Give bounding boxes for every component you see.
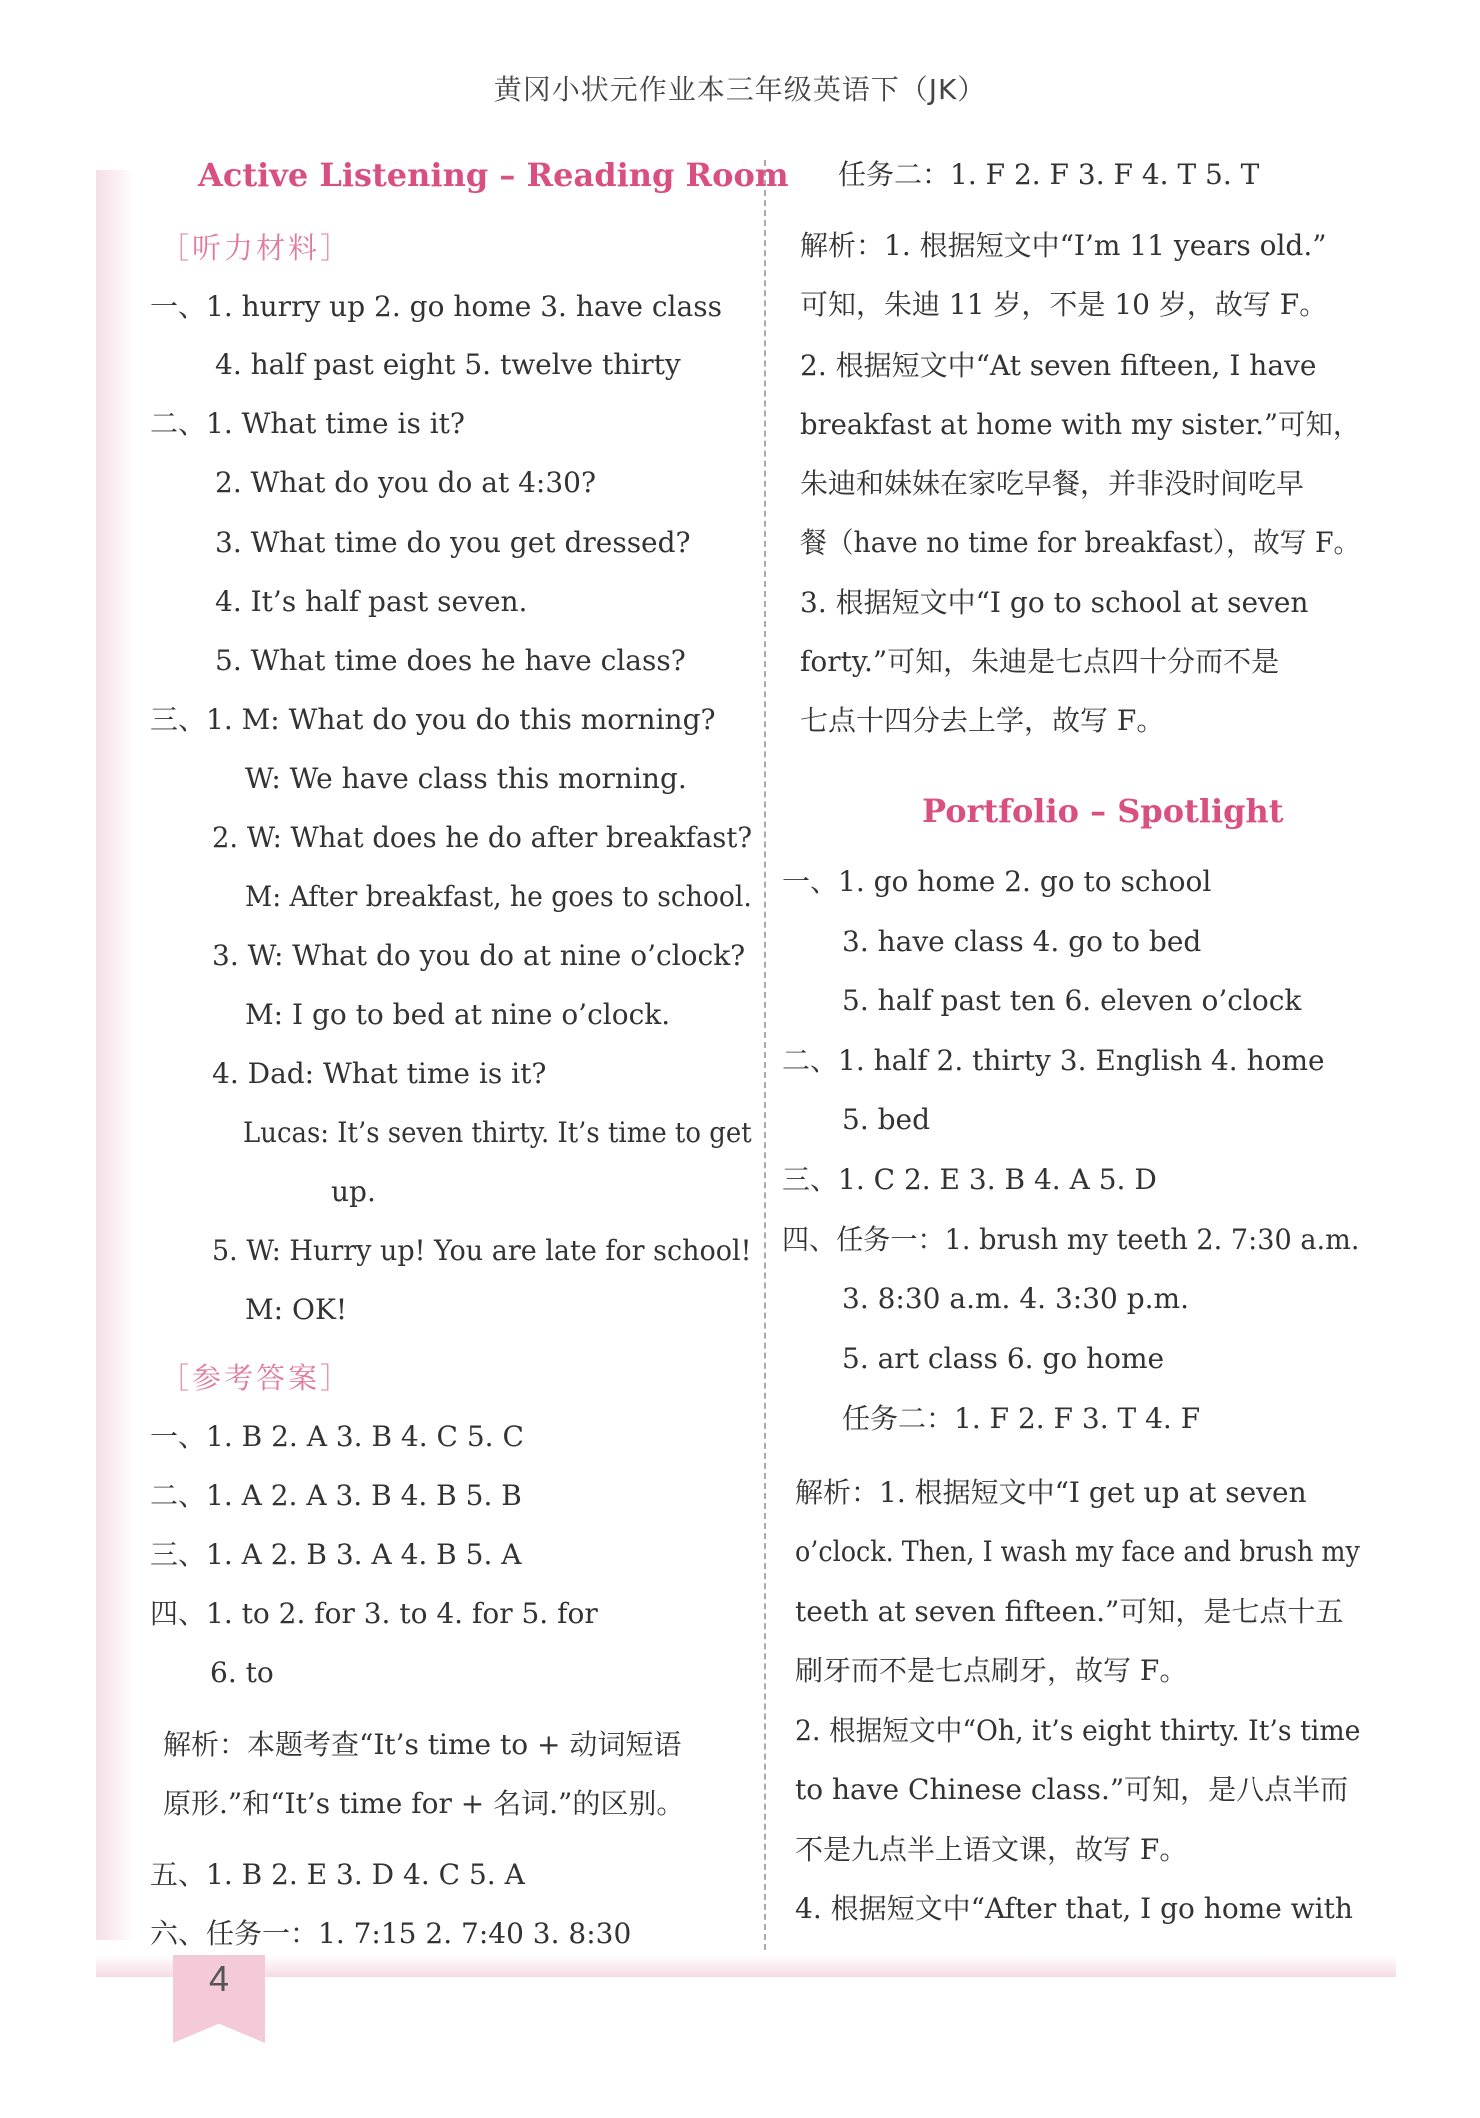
answer-line: 4. half past eight 5. twelve thirty	[215, 348, 681, 381]
section-title-active-listening: Active Listening – Reading Room	[198, 156, 789, 194]
answer-line: W: We have class this morning.	[245, 762, 687, 795]
answer-line: 2. W: What does he do after breakfast?	[212, 821, 753, 854]
answer-line: 一、1. go home 2. go to school	[782, 865, 1212, 898]
explanation-line: 餐（have no time for breakfast），故写 F。	[800, 526, 1361, 559]
answer-line: Lucas: It’s seven thirty. It’s time to get	[243, 1116, 752, 1149]
explanation-line: 解析：1. 根据短文中“I get up at seven	[795, 1476, 1307, 1509]
explanation-line: to have Chinese class.”可知，是八点半而	[795, 1773, 1349, 1806]
answer-line: 4. It’s half past seven.	[215, 585, 528, 618]
answer-line: 五、1. B 2. E 3. D 4. C 5. A	[150, 1858, 525, 1891]
answer-line: M: After breakfast, he goes to school.	[245, 880, 752, 913]
answer-line: 4. Dad: What time is it?	[212, 1057, 547, 1090]
explanation-line: 原形.”和“It’s time for + 名词.”的区别。	[163, 1787, 685, 1820]
answer-line: 3. 8:30 a.m. 4. 3:30 p.m.	[842, 1282, 1190, 1315]
answer-line: 三、1. A 2. B 3. A 4. B 5. A	[150, 1538, 522, 1571]
explanation-line: 解析：1. 根据短文中“I’m 11 years old.”	[800, 229, 1327, 262]
bottom-band	[96, 1955, 1396, 1977]
answer-line: M: I go to bed at nine o’clock.	[245, 998, 671, 1031]
answer-line: 5. What time does he have class?	[215, 644, 686, 677]
explanation-line: 2. 根据短文中“At seven fifteen, I have	[800, 349, 1317, 382]
explanation-line: teeth at seven fifteen.”可知，是七点十五	[795, 1595, 1344, 1628]
answer-line: 5. half past ten 6. eleven o’clock	[842, 984, 1302, 1017]
listening-material-label: ［听力材料］	[160, 231, 353, 265]
page-number: 4	[208, 1958, 230, 1999]
reference-answer-label: ［参考答案］	[160, 1361, 353, 1395]
answer-line: 四、1. to 2. for 3. to 4. for 5. for	[150, 1597, 598, 1630]
answer-line: 二、1. What time is it?	[150, 407, 465, 440]
answer-line: 3. What time do you get dressed?	[215, 526, 691, 559]
explanation-line: 朱迪和妹妹在家吃早餐，并非没时间吃早	[800, 467, 1305, 500]
answer-line: 5. art class 6. go home	[842, 1342, 1165, 1375]
answer-line: 二、1. A 2. A 3. B 4. B 5. B	[150, 1479, 522, 1512]
answer-line: 六、任务一：1. 7:15 2. 7:40 3. 8:30	[150, 1917, 632, 1950]
explanation-line: 解析：本题考查“It’s time to + 动词短语	[163, 1728, 682, 1761]
answer-line: 2. What do you do at 4:30?	[215, 466, 596, 499]
explanation-line: 刷牙而不是七点刷牙，故写 F。	[795, 1654, 1188, 1687]
explanation-line: 可知，朱迪 11 岁，不是 10 岁，故写 F。	[800, 288, 1328, 321]
answer-line: up.	[331, 1175, 376, 1208]
answer-line: 3. have class 4. go to bed	[842, 925, 1202, 958]
answer-line: 三、1. C 2. E 3. B 4. A 5. D	[782, 1163, 1157, 1196]
section-title-portfolio: Portfolio – Spotlight	[922, 792, 1284, 830]
explanation-line: breakfast at home with my sister.”可知，	[800, 408, 1361, 441]
answer-line: 一、1. hurry up 2. go home 3. have class	[150, 290, 722, 323]
explanation-line: 2. 根据短文中“Oh, it’s eight thirty. It’s time	[795, 1714, 1361, 1747]
answer-line: 5. bed	[842, 1103, 931, 1136]
explanation-line: 4. 根据短文中“After that, I go home with	[795, 1892, 1353, 1925]
explanation-line: 不是九点半上语文课，故写 F。	[795, 1833, 1188, 1866]
answer-line: 5. W: Hurry up! You are late for school!	[212, 1234, 752, 1267]
answer-line: 一、1. B 2. A 3. B 4. C 5. C	[150, 1420, 524, 1453]
answer-line: 任务二：1. F 2. F 3. T 4. F	[842, 1402, 1201, 1435]
left-margin-band	[96, 170, 134, 1940]
page-header: 黄冈小状元作业本三年级英语下（JK）	[493, 73, 987, 106]
answer-line: 3. W: What do you do at nine o’clock?	[212, 939, 746, 972]
explanation-line: forty.”可知，朱迪是七点四十分而不是	[800, 645, 1280, 678]
column-divider	[764, 160, 766, 1950]
answer-line: 6. to	[210, 1656, 274, 1689]
answer-line: 二、1. half 2. thirty 3. English 4. home	[782, 1044, 1325, 1077]
answer-line: 三、1. M: What do you do this morning?	[150, 703, 716, 736]
answer-line: M: OK!	[245, 1293, 348, 1326]
explanation-line: 3. 根据短文中“I go to school at seven	[800, 586, 1309, 619]
explanation-line: 七点十四分去上学，故写 F。	[800, 704, 1165, 737]
answer-line: 四、任务一：1. brush my teeth 2. 7:30 a.m.	[782, 1223, 1360, 1256]
answer-line: 任务二：1. F 2. F 3. F 4. T 5. T	[838, 158, 1260, 191]
explanation-line: o’clock. Then, I wash my face and brush my	[795, 1535, 1360, 1568]
